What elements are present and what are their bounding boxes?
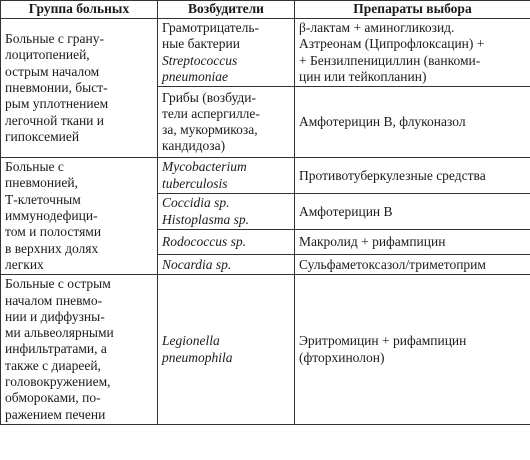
drugs-line: Азтреонам (Ципрофлоксацин) + xyxy=(299,36,485,52)
patient-group-cell xyxy=(1,275,158,425)
pathogen-species-line: pneumoniae xyxy=(162,68,228,84)
pathogen-cell xyxy=(158,194,295,230)
patient-group-line: пневмонии, быст- xyxy=(5,79,108,95)
drugs-line: Макролид + рифампицин xyxy=(299,234,446,250)
patient-group-line: ражением печени xyxy=(5,406,106,422)
patient-group-line: рым уплотнением xyxy=(5,96,109,112)
patient-group-line: иммунодефици- xyxy=(5,208,98,224)
table-row xyxy=(1,275,530,425)
table-header-row xyxy=(1,1,530,19)
table-row xyxy=(1,19,530,87)
patient-group-line: началом пневмо- xyxy=(5,292,103,308)
pathogen-species-line: Coccidia sp. xyxy=(162,195,230,211)
patient-group-line: головокружением, xyxy=(5,374,111,390)
pathogen-line: Грамотрицатель- xyxy=(162,20,259,35)
patient-group-line: острым началом xyxy=(5,63,100,79)
drugs-line: цин или тейкопланин) xyxy=(299,68,427,84)
patient-group-line: Т-клеточным xyxy=(5,191,81,207)
drugs-line: Эритромицин + рифампицин xyxy=(299,333,467,349)
pathogen-line: кандидоза) xyxy=(162,138,226,154)
drugs-line: Амфотерицин В, флуконазол xyxy=(299,114,466,130)
pathogen-species-line: Histoplasma sp. xyxy=(162,211,250,227)
patient-group-line: ми альвеолярными xyxy=(5,325,114,341)
patient-group-line: инфильтратами, а xyxy=(5,341,107,357)
drugs-cell xyxy=(295,255,530,275)
header-patient-group: Группа больных xyxy=(1,1,158,19)
pathogen-line: за, мукормикоза, xyxy=(162,122,258,138)
patient-group-line: Больные с острым xyxy=(5,276,111,292)
drugs-line: Амфотерицин В xyxy=(299,203,393,219)
pathogen-cell xyxy=(158,19,295,87)
patient-group-line: пневмонией, xyxy=(5,175,78,191)
pathogen-line: тели аспергилле- xyxy=(162,105,260,121)
patient-group-line: легочной ткани и xyxy=(5,112,104,128)
patient-group-line: обмороками, по- xyxy=(5,390,101,406)
drugs-line: Противотуберкулезные средства xyxy=(299,167,486,183)
pathogen-cell xyxy=(158,158,295,194)
drugs-line: (фторхинолон) xyxy=(299,349,385,365)
pathogen-species-line: pneumophila xyxy=(162,349,233,365)
pathogen-species-line: Rodococcus sp. xyxy=(162,234,246,250)
patient-group-line: Больные с xyxy=(5,159,64,175)
patient-group-line: Больные с грану- xyxy=(5,31,104,47)
pathogen-species-line: Legionella xyxy=(162,333,220,349)
pathogen-line: Грибы (возбуди- xyxy=(162,89,256,105)
drugs-line: β-лактам + аминогликозид. xyxy=(299,20,455,35)
drugs-cell xyxy=(295,194,530,230)
drugs-line: Сульфаметоксазол/триметоприм xyxy=(299,256,486,272)
patient-group-line: гипоксемией xyxy=(5,128,80,144)
drugs-line: + Бензилпенициллин (ванкоми- xyxy=(299,52,481,68)
patient-group-line: том и полостями xyxy=(5,224,102,240)
drugs-cell xyxy=(295,158,530,194)
pathogen-species-line: Mycobacterium xyxy=(162,159,247,175)
patient-group-cell xyxy=(1,19,158,158)
patient-group-line: легких xyxy=(5,256,44,272)
patient-group-line: также с диареей, xyxy=(5,357,101,373)
header-drugs-of-choice: Препараты выбора xyxy=(295,1,530,19)
pathogen-species-line: Streptococcus xyxy=(162,52,238,68)
drugs-cell xyxy=(295,275,530,425)
drugs-cell xyxy=(295,87,530,158)
header-pathogens: Возбудители xyxy=(158,1,295,19)
pathogen-species-line: tuberculosis xyxy=(162,175,228,191)
pathogen-species-line: Nocardia sp. xyxy=(162,256,232,272)
patient-group-line: нии и диффузны- xyxy=(5,308,105,324)
patient-group-cell xyxy=(1,158,158,275)
pathogen-cell xyxy=(158,87,295,158)
pathogen-cell xyxy=(158,230,295,255)
pathogen-cell xyxy=(158,255,295,275)
table-row xyxy=(1,158,530,194)
drugs-cell xyxy=(295,230,530,255)
pathogen-cell xyxy=(158,275,295,425)
pathogen-line: ные бактерии xyxy=(162,36,240,52)
drugs-cell xyxy=(295,19,530,87)
patient-group-line: лоцитопенией, xyxy=(5,47,90,63)
patient-group-line: в верхних долях xyxy=(5,240,99,256)
